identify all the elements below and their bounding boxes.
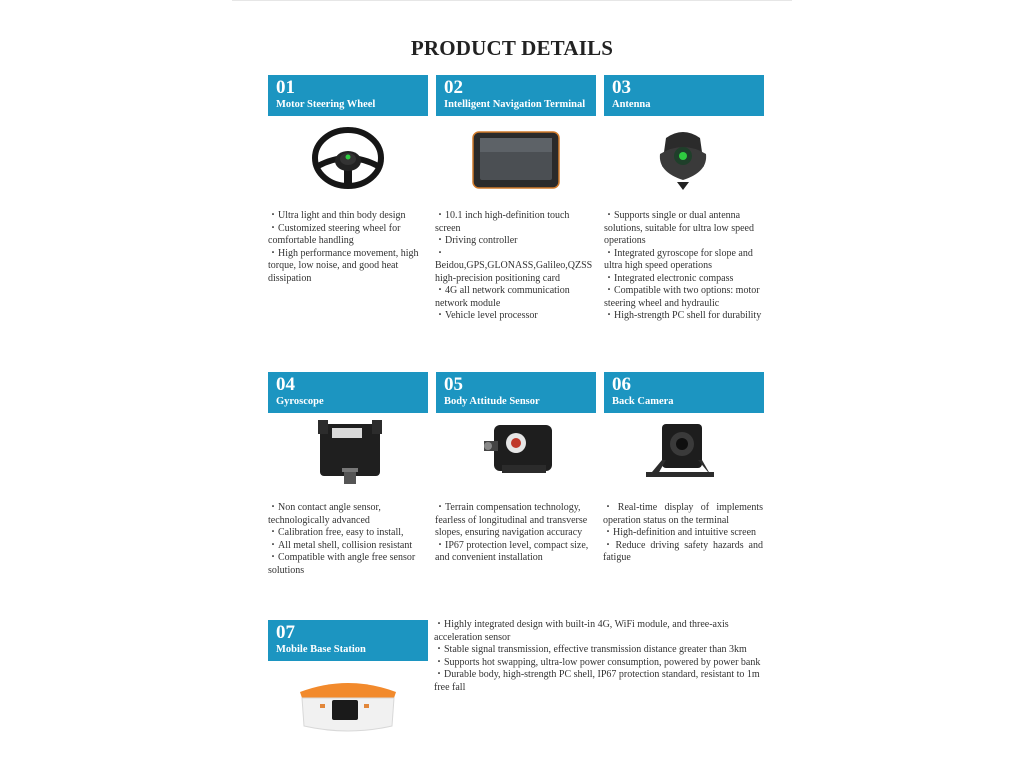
bullet-item: ・4G all network communication network module — [435, 285, 570, 309]
bullet-item: ・Supports single or dual antenna solutions, suitable for ultra low speed operations — [604, 210, 754, 246]
item-07-header — [268, 620, 428, 661]
item-name: Antenna — [612, 99, 651, 110]
bullet-item: ・Customized steering wheel for comfortable handling — [268, 222, 401, 246]
item-number: 01 — [276, 77, 295, 98]
item-number: 06 — [612, 374, 631, 395]
bullet-item: ・Integrated electronic compass — [604, 272, 734, 284]
bullet-item: ・Beidou,GPS,GLONASS,Galileo,QZSS high-precision positioning card — [435, 247, 593, 284]
bullet-item: ・Stable signal transmission, effective transmission distance greater than 3km — [434, 644, 747, 655]
bullet-item: ・Terrain compensation technology, fearless of longitudinal and transverse slopes, ensuring navigation accuracy — [435, 502, 588, 538]
page-title: PRODUCT DETAILS — [410, 36, 614, 60]
steering-wheel-icon — [310, 126, 386, 192]
bullet-item: ・Reduce driving safety hazards and fatigue — [603, 539, 763, 563]
item-07-bullets — [434, 619, 770, 694]
item-02-header — [436, 75, 596, 116]
item-number: 03 — [612, 77, 631, 98]
item-05-bullets — [435, 502, 595, 565]
item-number: 05 — [444, 374, 463, 395]
bullet-item: ・Compatible with two options: motor steering wheel and hydraulic — [604, 285, 760, 309]
item-01-header — [268, 75, 428, 116]
bullet-item: ・All metal shell, collision resistant — [268, 539, 413, 551]
bullet-item: ・Integrated gyroscope for slope and ultra high speed operations — [604, 247, 753, 271]
attitude-sensor-icon — [482, 421, 558, 477]
back-camera-icon — [644, 422, 716, 480]
item-06-bullets — [603, 502, 763, 565]
bullet-item: ・10.1 inch high-definition touch screen — [435, 210, 570, 234]
item-name: Intelligent Navigation Terminal — [444, 99, 586, 110]
item-04-bullets — [268, 502, 424, 577]
bullet-item: ・Real-time display of implements operation status on the terminal — [603, 502, 763, 526]
bullet-item: ・High performance movement, high torque, low noise, and good heat dissipation — [268, 247, 419, 284]
item-name: Back Camera — [612, 396, 674, 407]
item-name: Gyroscope — [276, 396, 324, 407]
bullet-item: ・Durable body, high-strength PC shell, IP67 protection standard, resistant to 1m free fall — [434, 669, 760, 693]
item-name: Motor Steering Wheel — [276, 99, 376, 110]
bullet-item: ・Driving controller — [435, 235, 518, 246]
item-06-header — [604, 372, 764, 413]
bullet-item: ・Calibration free, easy to install, — [268, 527, 404, 538]
item-number: 02 — [444, 77, 463, 98]
bullet-item: ・Non contact angle sensor, technologically advanced — [268, 502, 381, 526]
bullet-item: ・IP67 protection level, compact size, and convenient installation — [435, 539, 589, 563]
item-name: Mobile Base Station — [276, 644, 366, 655]
top-divider — [232, 0, 792, 1]
item-02-bullets — [435, 210, 593, 323]
base-station-icon — [296, 676, 400, 736]
bullet-item: ・Highly integrated design with built-in 4G, WiFi module, and three-axis acceleration sensor — [434, 619, 729, 643]
bullet-item: ・High-strength PC shell for durability — [604, 310, 762, 321]
bullet-item: ・Vehicle level processor — [435, 310, 538, 321]
gyroscope-icon — [318, 418, 382, 486]
navigation-terminal-icon — [472, 131, 560, 189]
item-04-header — [268, 372, 428, 413]
bullet-item: ・High-definition and intuitive screen — [603, 527, 757, 538]
item-03-header — [604, 75, 764, 116]
item-03-bullets — [604, 210, 764, 323]
item-number: 07 — [276, 622, 295, 643]
antenna-icon — [652, 126, 714, 192]
bullet-item: ・Supports hot swapping, ultra-low power consumption, powered by power bank — [434, 656, 761, 668]
bullet-item: ・Compatible with angle free sensor solutions — [268, 552, 416, 576]
item-01-bullets — [268, 210, 424, 285]
item-name: Body Attitude Sensor — [444, 396, 540, 407]
bullet-item: ・Ultra light and thin body design — [268, 210, 406, 221]
item-05-header — [436, 372, 596, 413]
item-number: 04 — [276, 374, 295, 395]
